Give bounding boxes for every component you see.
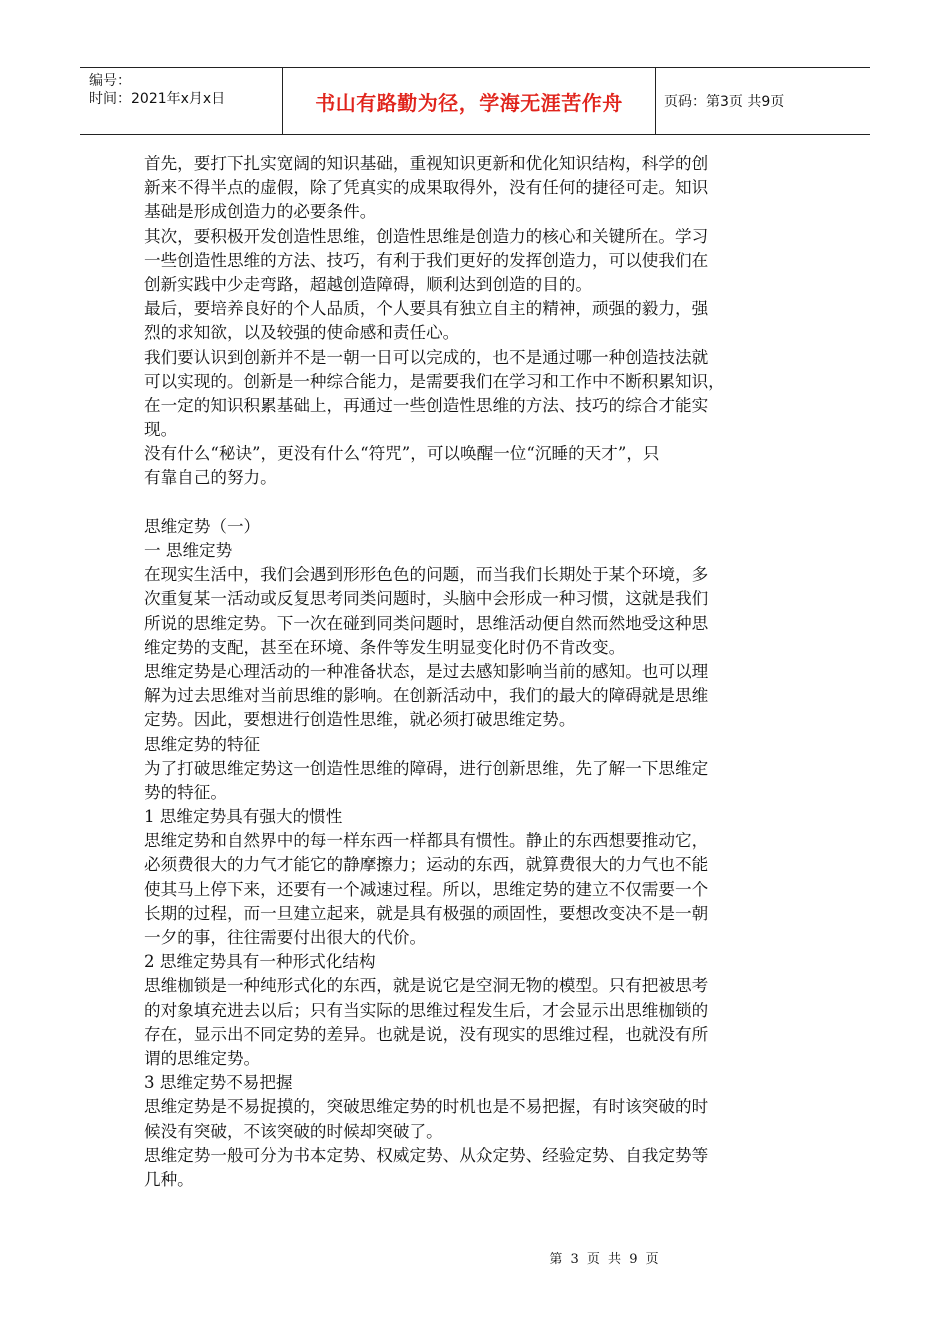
text-line: 一 思维定势: [144, 541, 233, 560]
text-line: 2 思维定势具有一种形式化结构: [144, 952, 376, 972]
text-line: 在一定的知识积累基础上，再通过一些创造性思维的方法、技巧的综合才能实: [144, 395, 709, 415]
text-line: 思维枷锁是一种纯形式化的东西，就是说它是空洞无物的模型。只有把被思考: [144, 976, 709, 996]
text-line: 一些创造性思维的方法、技巧，有利于我们更好的发挥创造力，可以使我们在: [144, 250, 709, 270]
text-line: 可以实现的。创新是一种综合能力，是需要我们在学习和工作中不断积累知识，: [144, 371, 725, 391]
text-line: 使其马上停下来，还要有一个减速过程。所以，思维定势的建立不仅需要一个: [144, 879, 709, 899]
text-line: 次重复某一活动或反复思考同类问题时，头脑中会形成一种习惯，这就是我们: [144, 589, 709, 609]
text-line: 所说的思维定势。下一次在碰到同类问题时，思维活动便自然而然地受这种思: [144, 613, 709, 633]
text-line: 有靠自己的努力。: [144, 468, 277, 488]
text-line: 最后，要培养良好的个人品质，个人要具有独立自主的精神，顽强的毅力，强: [144, 299, 709, 319]
text-line: 思维定势一般可分为书本定势、权威定势、从众定势、经验定势、自我定势等: [144, 1145, 709, 1165]
text-line: 其次，要积极开发创造性思维，创造性思维是创造力的核心和关键所在。学习: [144, 226, 709, 246]
page-header: [80, 67, 870, 135]
text-line: 一夕的事，往往需要付出很大的代价。: [144, 928, 427, 947]
text-line: 思维定势是心理活动的一种准备状态，是过去感知影响当前的感知。也可以理: [144, 661, 709, 681]
text-line: 现。: [144, 420, 178, 440]
header-motto: 书山有路勤为径，学海无涯苦作舟: [315, 90, 623, 115]
header-page-number: 页码：第3页 共9页: [664, 94, 785, 110]
text-line: 维定势的支配，甚至在环境、条件等发生明显变化时仍不肯改变。: [144, 637, 626, 657]
header-meta-cell: [80, 68, 283, 134]
text-line: 势的特征。: [144, 782, 227, 802]
document-body: [144, 152, 810, 1192]
text-line: 1 思维定势具有强大的惯性: [144, 807, 343, 827]
footer-page-number: 第 3 页 共 9 页: [549, 1252, 661, 1267]
blank-line: [144, 491, 810, 515]
text-line: 首先，要打下扎实宽阔的知识基础，重视知识更新和优化知识结构，科学的创: [144, 154, 709, 173]
text-line: 候没有突破，不该突破的时候却突破了。: [144, 1121, 443, 1141]
document-date-label: 时间：2021年x月x日: [89, 91, 226, 107]
text-line: 没有什么“秘诀”，更没有什么“符咒”，可以唤醒一位“沉睡的天才”，只: [144, 444, 660, 464]
text-line: 定势。因此，要想进行创造性思维，就必须打破思维定势。: [144, 710, 576, 730]
text-line: 谓的思维定势。: [144, 1048, 261, 1068]
text-line: 长期的过程，而一旦建立起来，就是具有极强的顽固性，要想改变决不是一朝: [144, 903, 709, 923]
text-line: 基础是形成创造力的必要条件。: [144, 202, 377, 222]
text-line: 几种。: [144, 1169, 194, 1189]
text-line: 创新实践中少走弯路，超越创造障碍，顺利达到创造的目的。: [144, 274, 593, 294]
page-footer: [0, 1248, 950, 1267]
text-line: 我们要认识到创新并不是一朝一日可以完成的，也不是通过哪一种创造技法就: [144, 347, 709, 367]
text-line: 思维定势是不易捉摸的，突破思维定势的时机也是不易把握，有时该突破的时: [144, 1097, 709, 1117]
text-line: 新来不得半点的虚假，除了凭真实的成果取得外，没有任何的捷径可走。知识: [144, 178, 709, 198]
text-line: 思维定势（一）: [144, 516, 261, 536]
document-number-label: 编号：: [89, 73, 131, 89]
text-line: 烈的求知欲，以及较强的使命感和责任心。: [144, 323, 460, 343]
text-line: 必须费很大的力气才能它的静摩擦力；运动的东西，就算费很大的力气也不能: [144, 855, 709, 875]
text-line: 思维定势和自然界中的每一样东西一样都具有惯性。静止的东西想要推动它，: [144, 831, 709, 851]
header-page-cell: [656, 68, 870, 134]
text-line: 的对象填充进去以后；只有当实际的思维过程发生后，才会显示出思维枷锁的: [144, 1000, 709, 1020]
text-line: 为了打破思维定势这一创造性思维的障碍，进行创新思维，先了解一下思维定: [144, 758, 709, 778]
text-line: 在现实生活中，我们会遇到形形色色的问题，而当我们长期处于某个环境，多: [144, 565, 709, 585]
text-line: 思维定势的特征: [144, 734, 261, 754]
text-line: 存在，显示出不同定势的差异。也就是说，没有现实的思维过程，也就没有所: [144, 1024, 709, 1044]
text-line: 3 思维定势不易把握: [144, 1073, 293, 1093]
header-motto-cell: [283, 68, 656, 134]
text-line: 解为过去思维对当前思维的影响。在创新活动中，我们的最大的障碍就是思维: [144, 686, 709, 706]
